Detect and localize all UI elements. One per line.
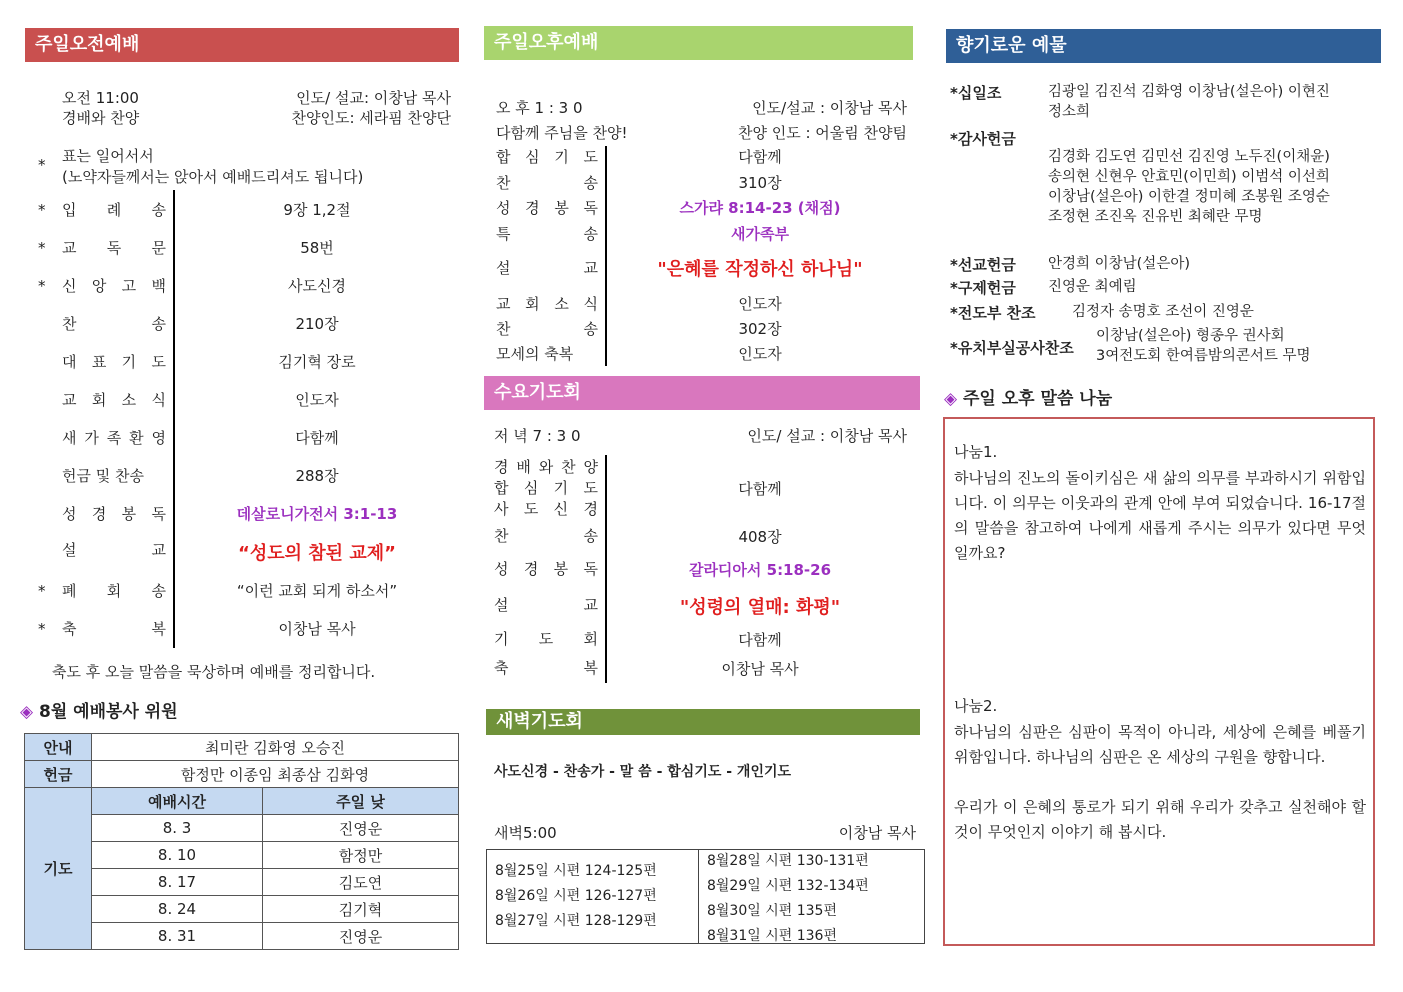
order-value: 이창남 목사 (721, 660, 799, 678)
order-label (494, 628, 598, 649)
order-label (62, 237, 166, 258)
order-label-char: 송 (151, 201, 166, 219)
order-label-char: 헌금 및 찬송 (62, 467, 144, 485)
order-label-char: 축 (494, 659, 509, 677)
afternoon-leader: 인도/설교 : 이창남 목사 (752, 99, 907, 117)
dawn-order: 사도신경 - 찬송가 - 말 씀 - 합심기도 - 개인기도 (494, 764, 792, 780)
star-mark: * (38, 620, 46, 638)
dawn-time: 새벽5:00 (494, 824, 557, 842)
order-label (62, 275, 166, 296)
morning-leader: 인도/ 설교: 이창남 목사 (296, 89, 451, 107)
order-label (494, 498, 598, 519)
nursery-line2: 3여전도회 한여름밤의콘서트 무명 (1096, 348, 1311, 364)
order-label-char: 기 (121, 353, 137, 371)
order-label (496, 257, 598, 278)
afternoon-service-title: 주일오후예배 (494, 32, 599, 53)
order-label-char: 회 (525, 295, 540, 313)
guide-names: 최미란 김화영 오승진 (92, 734, 459, 761)
order-value: 310장 (738, 174, 782, 192)
volunteers-heading (20, 697, 178, 722)
order-label (494, 594, 598, 615)
order-label-char: 독 (583, 560, 598, 578)
order-value: 스가랴 8:14-23 (채점) (679, 199, 841, 217)
q2-text2: 우리가 이 은혜의 통로가 되기 위해 우리가 갖추고 실천해야 할 것이 무엇인지 이야기 해 봅시다. (954, 798, 1366, 841)
order-label-char: 도 (583, 479, 598, 497)
order-label-char: 축 (62, 620, 77, 638)
dawn-reading: 8월27일 시편 128-129편 (495, 913, 657, 929)
order-value: 인도자 (738, 345, 782, 363)
order-label-char: 새 (62, 429, 77, 447)
order-value: 갈라디아서 5:18-26 (688, 561, 832, 579)
dawn-header (486, 709, 920, 735)
order-value: 9장 1,2절 (283, 201, 351, 219)
order-value: “이런 교회 되게 하소서” (236, 582, 398, 600)
thanks-line: 송의현 신현우 안효민(이민희) 이범석 이선희 (1048, 169, 1330, 185)
order-label-char: 경 (525, 199, 540, 217)
order-label (62, 503, 166, 524)
order-label (62, 618, 166, 639)
order-label-char: 송 (583, 320, 598, 338)
guide-label: 안내 (25, 734, 92, 761)
order-value: 58번 (300, 239, 334, 257)
order-value: 새가족부 (731, 225, 789, 243)
order-value: 인도자 (738, 295, 782, 313)
volunteers-table (24, 733, 459, 950)
order-label (496, 293, 598, 314)
dawn-reading: 8월25일 시편 124-125편 (495, 863, 657, 879)
order-label-char: 환 (129, 429, 144, 447)
dawn-reading: 8월30일 시편 135편 (707, 903, 837, 919)
order-label-char: 교 (583, 259, 598, 277)
order-value: “성도의 참된 교제” (238, 543, 396, 564)
order-label-char: 교 (62, 391, 77, 409)
order-label-char: 식 (583, 295, 598, 313)
q2-text: 하나님의 심판은 심판이 목적이 아니라, 세상에 은혜를 베풀기 위함입니다. 하나님의 심판은 온 세상의 구원을 향합니다. (954, 723, 1366, 766)
order-label-char: 배 (516, 458, 531, 476)
dawn-title: 새벽기도회 (496, 711, 583, 732)
order-label-char: 신 (553, 500, 569, 518)
dawn-reading: 8월31일 시편 136편 (707, 928, 837, 944)
offering-header (946, 29, 1381, 63)
order-label (496, 223, 598, 244)
mission-label: *선교헌금 (950, 256, 1016, 274)
order-label-char: 복 (583, 659, 598, 677)
morning-service-header (25, 28, 459, 62)
evangel-label: *전도부 찬조 (950, 304, 1036, 322)
order-label-char: 경 (523, 560, 539, 578)
order-value: 408장 (738, 528, 782, 546)
order-label-char: 설 (494, 596, 509, 614)
order-label-char: 기 (554, 148, 569, 166)
col-time: 예배시간 (92, 788, 263, 815)
order-label (494, 477, 598, 498)
order-label-char: 폐 (62, 582, 77, 600)
thanks-label: *감사헌금 (950, 130, 1016, 148)
tithe-line2: 정소희 (1048, 104, 1091, 120)
wednesday-leader: 인도/ 설교 : 이창남 목사 (747, 427, 907, 445)
order-value: "은혜를 작정하신 하나님" (657, 259, 863, 280)
order-label (62, 351, 166, 372)
q2-title: 나눔2. (954, 697, 998, 715)
prayer-date: 8. 24 (92, 896, 263, 923)
thanks-line: 김경화 김도연 김민선 김진영 노두진(이채윤) (1048, 149, 1330, 165)
order-label (62, 427, 166, 448)
diamond-icon: ◈ (20, 702, 34, 722)
dawn-reading: 8월26일 시편 126-127편 (495, 888, 657, 904)
order-label-char: 회 (106, 582, 122, 600)
order-label-char: 독 (106, 239, 122, 257)
diamond-icon: ◈ (944, 389, 958, 409)
order-label (496, 197, 598, 218)
order-value: "성령의 열매: 화평" (679, 597, 841, 618)
morning-closing: 축도 후 오늘 말씀을 묵상하며 예배를 정리합니다. (52, 663, 376, 681)
order-label-char: 경 (494, 458, 509, 476)
order-label-char: 성 (62, 505, 77, 523)
order-value: 302장 (738, 320, 782, 338)
order-label-char: 족 (106, 429, 122, 447)
order-label-char: 봉 (553, 560, 569, 578)
order-label-char: 봉 (121, 505, 137, 523)
order-label (494, 456, 598, 477)
prayer-name: 함정만 (263, 842, 459, 869)
order-label-char: 도 (583, 148, 598, 166)
order-label-char: 례 (106, 201, 122, 219)
order-label (62, 313, 166, 334)
tithe-line1: 김광일 김진석 김화영 이창남(설은아) 이현진 (1048, 84, 1330, 100)
order-label-char: 찬 (62, 315, 77, 333)
order-label-char: 독 (151, 505, 166, 523)
order-label (496, 318, 598, 339)
order-label-char: 표 (91, 353, 107, 371)
thanks-line: 이창남(설은아) 이한결 정미혜 조봉원 조영순 (1048, 189, 1330, 205)
order-label-char: 설 (62, 541, 77, 559)
offering-names: 함정만 이종임 최종삼 김화영 (92, 761, 459, 788)
dawn-box-divider (698, 850, 699, 943)
order-label-char: 송 (583, 527, 598, 545)
order-label-char: 설 (496, 259, 511, 277)
order-label-char: 송 (151, 315, 166, 333)
order-label (496, 146, 598, 167)
morning-service-title: 주일오전예배 (35, 34, 140, 55)
prayer-name: 김기혁 (263, 896, 459, 923)
order-label-char: 교 (496, 295, 511, 313)
order-label-char: 성 (494, 560, 509, 578)
dawn-reading: 8월29일 시편 132-134편 (707, 878, 869, 894)
order-label-char: 성 (496, 199, 511, 217)
order-label-char: 도 (538, 630, 554, 648)
order-label-char: 특 (496, 225, 511, 243)
nursery-line1: 이창남(설은아) 형종우 권사회 (1096, 328, 1285, 344)
order-label-char: 도 (151, 353, 166, 371)
col-day: 주일 낮 (263, 788, 459, 815)
order-label (62, 465, 166, 486)
order-label (62, 199, 166, 220)
order-label-char: 문 (151, 239, 166, 257)
order-label-char: 봉 (554, 199, 569, 217)
star-mark: * (38, 582, 46, 600)
wednesday-header (484, 376, 920, 410)
order-label-char: 회 (583, 630, 598, 648)
order-label-char: 경 (583, 500, 598, 518)
order-label-char: 기 (553, 479, 569, 497)
nursery-label: *유치부실공사찬조 (950, 339, 1074, 357)
sharing-title: 주일 오후 말씀 나눔 (963, 389, 1113, 409)
order-value: 다함께 (738, 631, 782, 649)
note-line2: (노약자들께서는 앉아서 예배드리셔도 됩니다) (62, 168, 364, 186)
offering-title: 향기로운 예물 (956, 35, 1067, 56)
dawn-leader: 이창남 목사 (838, 824, 916, 842)
prayer-date: 8. 10 (92, 842, 263, 869)
prayer-name: 진영운 (263, 815, 459, 842)
order-value: 김기혁 장로 (278, 353, 356, 371)
order-label-char: 독 (583, 199, 598, 217)
star-mark: * (38, 239, 46, 257)
order-label-char: 영 (151, 429, 166, 447)
order-label-char: 소 (554, 295, 569, 313)
order-label (62, 580, 166, 601)
order-label-char: 앙 (91, 277, 107, 295)
order-label-char: 기 (494, 630, 509, 648)
order-label (496, 172, 598, 193)
morning-time: 오전 11:00 (62, 89, 139, 107)
order-label-char: 와 (538, 458, 554, 476)
order-label-char: 고 (121, 277, 137, 295)
order-label-char: 심 (523, 479, 539, 497)
order-value: 다함께 (738, 148, 782, 166)
morning-praise-leader: 찬양인도: 세라핌 찬양단 (291, 109, 451, 127)
order-label-char: 식 (151, 391, 166, 409)
prayer-label: 기도 (25, 788, 92, 950)
order-label (62, 539, 166, 560)
afternoon-praise-leader: 찬양 인도 : 어울림 찬양팀 (737, 124, 907, 142)
order-label-char: 송 (583, 225, 598, 243)
order-label (496, 343, 598, 364)
order-label-char: 대 (62, 353, 77, 371)
evangel-names: 김정자 송명호 조선이 진영운 (1072, 304, 1254, 320)
note-line1: 표는 일어서서 (62, 147, 154, 165)
mission-names: 안경희 이창남(설은아) (1048, 256, 1190, 272)
order-label (494, 525, 598, 546)
tithe-label: *십일조 (950, 84, 1002, 102)
afternoon-service-header (484, 26, 913, 60)
order-label-char: 교 (62, 239, 77, 257)
order-label-char: 소 (121, 391, 137, 409)
relief-names: 진영운 최예림 (1048, 279, 1137, 295)
order-value: 다함께 (295, 429, 339, 447)
order-label-char: 송 (151, 582, 166, 600)
wednesday-time: 저 녁 7 : 3 0 (494, 427, 581, 445)
q1-title: 나눔1. (954, 443, 998, 461)
volunteers-title: 8월 예배봉사 위원 (39, 702, 178, 722)
order-value: 다함께 (738, 480, 782, 498)
order-value: 데살로니가전서 3:1-13 (236, 505, 398, 523)
order-label-char: 합 (496, 148, 511, 166)
table-row (25, 788, 459, 815)
afternoon-praise: 다함께 주님을 찬양! (496, 124, 628, 142)
dawn-reading-box (486, 849, 925, 944)
q1-text: 하나님의 진노의 돌이키심은 새 삶의 의무를 부과하시기 위함입니다. 이 의무는 이웃과의 관계 안에 부여 되었습니다. 16-17절의 말씀을 참고하여 나에게 새롭게 주시는 의무가 있다면 무엇일까요? (954, 469, 1366, 562)
order-label-char: 찬 (496, 320, 511, 338)
order-label-char: 모세의 축복 (496, 345, 574, 363)
order-label-char: 찬 (561, 458, 576, 476)
order-value: 288장 (295, 467, 339, 485)
order-label-char: 신 (62, 277, 77, 295)
order-label-char: 백 (151, 277, 166, 295)
order-label-char: 복 (151, 620, 166, 638)
prayer-date: 8. 3 (92, 815, 263, 842)
note-star: * (38, 156, 46, 174)
prayer-date: 8. 17 (92, 869, 263, 896)
order-label-char: 합 (494, 479, 509, 497)
order-label-char: 양 (583, 458, 598, 476)
sharing-heading (944, 384, 1112, 409)
order-label (494, 657, 598, 678)
table-row (25, 761, 459, 788)
prayer-date: 8. 31 (92, 923, 263, 950)
order-label-char: 교 (583, 596, 598, 614)
order-label-char: 송 (583, 174, 598, 192)
afternoon-time: 오 후 1 : 3 0 (496, 99, 583, 117)
prayer-name: 진영운 (263, 923, 459, 950)
order-label-char: 교 (151, 541, 166, 559)
star-mark: * (38, 201, 46, 219)
order-label-char: 찬 (496, 174, 511, 192)
dawn-reading: 8월28일 시편 130-131편 (707, 853, 869, 869)
order-label-char: 심 (525, 148, 540, 166)
order-label-char: 가 (84, 429, 99, 447)
order-label-char: 입 (62, 201, 77, 219)
order-label-char: 회 (91, 391, 107, 409)
order-label-char: 찬 (494, 527, 509, 545)
order-label-char: 도 (523, 500, 539, 518)
order-label-char: 사 (494, 500, 509, 518)
order-value: 사도신경 (288, 277, 346, 295)
table-row (25, 734, 459, 761)
order-label-char: 경 (91, 505, 107, 523)
order-label (494, 558, 598, 579)
offering-label: 헌금 (25, 761, 92, 788)
star-mark: * (38, 277, 46, 295)
thanks-line: 조정현 조진옥 진유빈 최혜란 무명 (1048, 209, 1263, 225)
order-value: 인도자 (295, 391, 339, 409)
prayer-name: 김도연 (263, 869, 459, 896)
order-value: 210장 (295, 315, 339, 333)
order-value: 이창남 목사 (278, 620, 356, 638)
relief-label: *구제헌금 (950, 279, 1016, 297)
morning-praise: 경배와 찬양 (62, 109, 140, 127)
order-label (62, 389, 166, 410)
wednesday-title: 수요기도회 (494, 382, 581, 403)
